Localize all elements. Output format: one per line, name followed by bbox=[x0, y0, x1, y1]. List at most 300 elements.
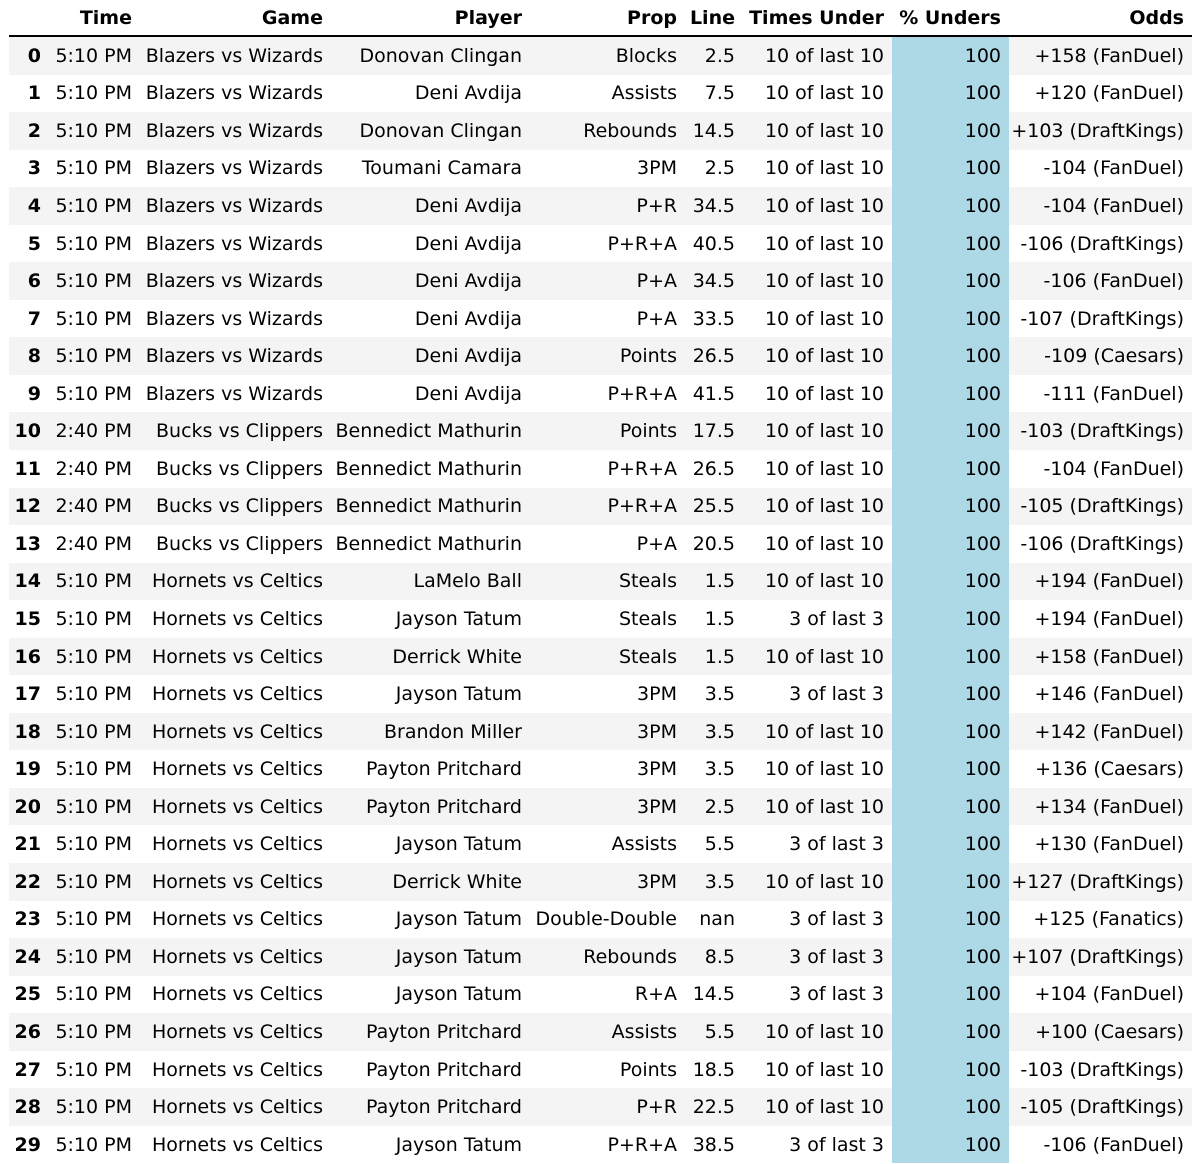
cell-pct-unders: 100 bbox=[892, 262, 1009, 300]
table-row bbox=[9, 225, 1192, 263]
cell-line: 26.5 bbox=[685, 337, 743, 375]
cell-game: Blazers vs Wizards bbox=[140, 75, 331, 113]
cell-pct-unders: 100 bbox=[892, 112, 1009, 150]
cell-prop: P+R bbox=[530, 1088, 685, 1126]
cell-times-under: 10 of last 10 bbox=[743, 36, 892, 75]
cell-index: 23 bbox=[9, 901, 49, 939]
cell-time: 5:10 PM bbox=[49, 713, 140, 751]
cell-time: 5:10 PM bbox=[49, 36, 140, 75]
cell-player: Bennedict Mathurin bbox=[331, 488, 530, 526]
cell-player: Jayson Tatum bbox=[331, 901, 530, 939]
cell-game: Hornets vs Celtics bbox=[140, 976, 331, 1014]
table-row bbox=[9, 262, 1192, 300]
cell-prop: Rebounds bbox=[530, 938, 685, 976]
cell-pct-unders: 100 bbox=[892, 1013, 1009, 1051]
cell-player: Derrick White bbox=[331, 863, 530, 901]
cell-index: 20 bbox=[9, 788, 49, 826]
cell-time: 5:10 PM bbox=[49, 225, 140, 263]
cell-line: 1.5 bbox=[685, 600, 743, 638]
cell-time: 5:10 PM bbox=[49, 863, 140, 901]
cell-index: 8 bbox=[9, 337, 49, 375]
header-row bbox=[9, 0, 1192, 36]
cell-times-under: 10 of last 10 bbox=[743, 750, 892, 788]
cell-times-under: 3 of last 3 bbox=[743, 901, 892, 939]
cell-game: Hornets vs Celtics bbox=[140, 788, 331, 826]
cell-line: nan bbox=[685, 901, 743, 939]
cell-game: Blazers vs Wizards bbox=[140, 112, 331, 150]
cell-pct-unders: 100 bbox=[892, 788, 1009, 826]
cell-times-under: 3 of last 3 bbox=[743, 1126, 892, 1164]
cell-player: Payton Pritchard bbox=[331, 1088, 530, 1126]
cell-time: 5:10 PM bbox=[49, 750, 140, 788]
header-pct-unders: % Unders bbox=[892, 0, 1009, 36]
cell-line: 8.5 bbox=[685, 938, 743, 976]
cell-game: Hornets vs Celtics bbox=[140, 675, 331, 713]
cell-prop: P+R+A bbox=[530, 488, 685, 526]
cell-player: Donovan Clingan bbox=[331, 112, 530, 150]
cell-index: 3 bbox=[9, 150, 49, 188]
cell-line: 2.5 bbox=[685, 150, 743, 188]
cell-line: 2.5 bbox=[685, 36, 743, 75]
cell-time: 5:10 PM bbox=[49, 1088, 140, 1126]
cell-time: 5:10 PM bbox=[49, 825, 140, 863]
cell-times-under: 10 of last 10 bbox=[743, 488, 892, 526]
cell-prop: 3PM bbox=[530, 675, 685, 713]
cell-odds: +142 (FanDuel) bbox=[1009, 713, 1192, 751]
cell-times-under: 10 of last 10 bbox=[743, 262, 892, 300]
cell-prop: P+R+A bbox=[530, 375, 685, 413]
cell-times-under: 10 of last 10 bbox=[743, 300, 892, 338]
cell-prop: Assists bbox=[530, 75, 685, 113]
header-prop: Prop bbox=[530, 0, 685, 36]
table-row bbox=[9, 412, 1192, 450]
cell-game: Hornets vs Celtics bbox=[140, 863, 331, 901]
cell-odds: +127 (DraftKings) bbox=[1009, 863, 1192, 901]
cell-line: 17.5 bbox=[685, 412, 743, 450]
cell-game: Hornets vs Celtics bbox=[140, 1013, 331, 1051]
cell-line: 40.5 bbox=[685, 225, 743, 263]
cell-time: 5:10 PM bbox=[49, 112, 140, 150]
cell-odds: -104 (FanDuel) bbox=[1009, 450, 1192, 488]
cell-player: Jayson Tatum bbox=[331, 600, 530, 638]
cell-odds: +194 (FanDuel) bbox=[1009, 563, 1192, 601]
cell-time: 2:40 PM bbox=[49, 488, 140, 526]
cell-times-under: 3 of last 3 bbox=[743, 938, 892, 976]
cell-game: Hornets vs Celtics bbox=[140, 938, 331, 976]
cell-game: Hornets vs Celtics bbox=[140, 750, 331, 788]
table-row bbox=[9, 375, 1192, 413]
cell-line: 5.5 bbox=[685, 825, 743, 863]
cell-time: 5:10 PM bbox=[49, 638, 140, 676]
cell-index: 14 bbox=[9, 563, 49, 601]
cell-pct-unders: 100 bbox=[892, 863, 1009, 901]
table-row bbox=[9, 938, 1192, 976]
cell-game: Hornets vs Celtics bbox=[140, 638, 331, 676]
cell-odds: +107 (DraftKings) bbox=[1009, 938, 1192, 976]
cell-pct-unders: 100 bbox=[892, 713, 1009, 751]
header-time: Time bbox=[49, 0, 140, 36]
cell-pct-unders: 100 bbox=[892, 187, 1009, 225]
cell-times-under: 10 of last 10 bbox=[743, 788, 892, 826]
cell-prop: 3PM bbox=[530, 788, 685, 826]
cell-game: Hornets vs Celtics bbox=[140, 600, 331, 638]
cell-index: 17 bbox=[9, 675, 49, 713]
cell-times-under: 10 of last 10 bbox=[743, 75, 892, 113]
cell-odds: -109 (Caesars) bbox=[1009, 337, 1192, 375]
cell-pct-unders: 100 bbox=[892, 150, 1009, 188]
cell-game: Blazers vs Wizards bbox=[140, 225, 331, 263]
cell-time: 2:40 PM bbox=[49, 525, 140, 563]
cell-odds: +136 (Caesars) bbox=[1009, 750, 1192, 788]
cell-game: Blazers vs Wizards bbox=[140, 375, 331, 413]
cell-prop: R+A bbox=[530, 976, 685, 1014]
cell-game: Hornets vs Celtics bbox=[140, 1051, 331, 1089]
cell-game: Bucks vs Clippers bbox=[140, 412, 331, 450]
table-row bbox=[9, 112, 1192, 150]
cell-time: 5:10 PM bbox=[49, 1013, 140, 1051]
cell-game: Hornets vs Celtics bbox=[140, 1088, 331, 1126]
cell-time: 5:10 PM bbox=[49, 675, 140, 713]
cell-time: 5:10 PM bbox=[49, 337, 140, 375]
cell-game: Hornets vs Celtics bbox=[140, 901, 331, 939]
cell-odds: -105 (DraftKings) bbox=[1009, 1088, 1192, 1126]
table-row bbox=[9, 337, 1192, 375]
cell-prop: Steals bbox=[530, 563, 685, 601]
cell-game: Blazers vs Wizards bbox=[140, 337, 331, 375]
table-row bbox=[9, 1088, 1192, 1126]
cell-prop: 3PM bbox=[530, 713, 685, 751]
cell-pct-unders: 100 bbox=[892, 1051, 1009, 1089]
cell-pct-unders: 100 bbox=[892, 375, 1009, 413]
cell-line: 5.5 bbox=[685, 1013, 743, 1051]
cell-pct-unders: 100 bbox=[892, 901, 1009, 939]
cell-pct-unders: 100 bbox=[892, 1088, 1009, 1126]
cell-pct-unders: 100 bbox=[892, 825, 1009, 863]
cell-player: Payton Pritchard bbox=[331, 750, 530, 788]
cell-times-under: 10 of last 10 bbox=[743, 1013, 892, 1051]
cell-player: Deni Avdija bbox=[331, 375, 530, 413]
cell-game: Bucks vs Clippers bbox=[140, 525, 331, 563]
table-row bbox=[9, 825, 1192, 863]
cell-pct-unders: 100 bbox=[892, 450, 1009, 488]
cell-player: Deni Avdija bbox=[331, 187, 530, 225]
cell-line: 3.5 bbox=[685, 675, 743, 713]
cell-pct-unders: 100 bbox=[892, 750, 1009, 788]
cell-pct-unders: 100 bbox=[892, 36, 1009, 75]
cell-line: 14.5 bbox=[685, 976, 743, 1014]
cell-line: 3.5 bbox=[685, 863, 743, 901]
cell-pct-unders: 100 bbox=[892, 525, 1009, 563]
cell-index: 7 bbox=[9, 300, 49, 338]
cell-time: 5:10 PM bbox=[49, 1126, 140, 1164]
cell-player: Deni Avdija bbox=[331, 262, 530, 300]
cell-odds: -106 (DraftKings) bbox=[1009, 225, 1192, 263]
table-row bbox=[9, 563, 1192, 601]
table-row bbox=[9, 976, 1192, 1014]
cell-pct-unders: 100 bbox=[892, 1126, 1009, 1164]
cell-prop: 3PM bbox=[530, 863, 685, 901]
cell-index: 2 bbox=[9, 112, 49, 150]
cell-index: 5 bbox=[9, 225, 49, 263]
cell-prop: Assists bbox=[530, 1013, 685, 1051]
cell-line: 2.5 bbox=[685, 788, 743, 826]
cell-time: 5:10 PM bbox=[49, 150, 140, 188]
cell-time: 5:10 PM bbox=[49, 788, 140, 826]
cell-pct-unders: 100 bbox=[892, 976, 1009, 1014]
cell-player: Deni Avdija bbox=[331, 337, 530, 375]
cell-times-under: 10 of last 10 bbox=[743, 563, 892, 601]
cell-pct-unders: 100 bbox=[892, 488, 1009, 526]
cell-line: 33.5 bbox=[685, 300, 743, 338]
cell-odds: -104 (FanDuel) bbox=[1009, 150, 1192, 188]
table-row bbox=[9, 1013, 1192, 1051]
cell-prop: Points bbox=[530, 1051, 685, 1089]
cell-time: 5:10 PM bbox=[49, 1051, 140, 1089]
header-odds: Odds bbox=[1009, 0, 1192, 36]
cell-times-under: 3 of last 3 bbox=[743, 675, 892, 713]
header-game: Game bbox=[140, 0, 331, 36]
table-body bbox=[9, 36, 1192, 1163]
cell-line: 22.5 bbox=[685, 1088, 743, 1126]
cell-odds: -106 (FanDuel) bbox=[1009, 262, 1192, 300]
cell-odds: +103 (DraftKings) bbox=[1009, 112, 1192, 150]
cell-index: 19 bbox=[9, 750, 49, 788]
cell-times-under: 10 of last 10 bbox=[743, 450, 892, 488]
cell-player: Payton Pritchard bbox=[331, 788, 530, 826]
table-row bbox=[9, 300, 1192, 338]
cell-game: Blazers vs Wizards bbox=[140, 150, 331, 188]
cell-player: Deni Avdija bbox=[331, 300, 530, 338]
cell-time: 5:10 PM bbox=[49, 901, 140, 939]
cell-times-under: 10 of last 10 bbox=[743, 525, 892, 563]
table-row bbox=[9, 187, 1192, 225]
cell-odds: -107 (DraftKings) bbox=[1009, 300, 1192, 338]
cell-line: 14.5 bbox=[685, 112, 743, 150]
cell-times-under: 10 of last 10 bbox=[743, 337, 892, 375]
cell-index: 24 bbox=[9, 938, 49, 976]
cell-index: 4 bbox=[9, 187, 49, 225]
cell-pct-unders: 100 bbox=[892, 225, 1009, 263]
cell-prop: 3PM bbox=[530, 750, 685, 788]
cell-index: 22 bbox=[9, 863, 49, 901]
cell-index: 16 bbox=[9, 638, 49, 676]
cell-pct-unders: 100 bbox=[892, 337, 1009, 375]
cell-player: Brandon Miller bbox=[331, 713, 530, 751]
cell-time: 5:10 PM bbox=[49, 262, 140, 300]
cell-prop: P+A bbox=[530, 262, 685, 300]
cell-line: 26.5 bbox=[685, 450, 743, 488]
props-table bbox=[9, 0, 1192, 1163]
cell-times-under: 10 of last 10 bbox=[743, 150, 892, 188]
cell-prop: Double-Double bbox=[530, 901, 685, 939]
cell-time: 5:10 PM bbox=[49, 600, 140, 638]
cell-game: Hornets vs Celtics bbox=[140, 563, 331, 601]
table-row bbox=[9, 525, 1192, 563]
cell-game: Blazers vs Wizards bbox=[140, 262, 331, 300]
cell-index: 0 bbox=[9, 36, 49, 75]
cell-time: 5:10 PM bbox=[49, 75, 140, 113]
cell-times-under: 3 of last 3 bbox=[743, 976, 892, 1014]
cell-odds: -103 (DraftKings) bbox=[1009, 412, 1192, 450]
header-index bbox=[9, 0, 49, 36]
cell-player: Toumani Camara bbox=[331, 150, 530, 188]
cell-index: 25 bbox=[9, 976, 49, 1014]
cell-game: Blazers vs Wizards bbox=[140, 300, 331, 338]
cell-game: Hornets vs Celtics bbox=[140, 1126, 331, 1164]
cell-player: LaMelo Ball bbox=[331, 563, 530, 601]
cell-times-under: 10 of last 10 bbox=[743, 863, 892, 901]
cell-game: Blazers vs Wizards bbox=[140, 187, 331, 225]
cell-odds: -104 (FanDuel) bbox=[1009, 187, 1192, 225]
cell-index: 12 bbox=[9, 488, 49, 526]
cell-times-under: 3 of last 3 bbox=[743, 600, 892, 638]
table-row bbox=[9, 488, 1192, 526]
cell-time: 2:40 PM bbox=[49, 450, 140, 488]
cell-odds: +120 (FanDuel) bbox=[1009, 75, 1192, 113]
cell-player: Jayson Tatum bbox=[331, 1126, 530, 1164]
cell-times-under: 10 of last 10 bbox=[743, 187, 892, 225]
cell-index: 27 bbox=[9, 1051, 49, 1089]
cell-times-under: 10 of last 10 bbox=[743, 1051, 892, 1089]
cell-game: Hornets vs Celtics bbox=[140, 825, 331, 863]
header-times-under: Times Under bbox=[743, 0, 892, 36]
cell-line: 38.5 bbox=[685, 1126, 743, 1164]
cell-game: Hornets vs Celtics bbox=[140, 713, 331, 751]
cell-prop: P+R+A bbox=[530, 450, 685, 488]
cell-times-under: 10 of last 10 bbox=[743, 412, 892, 450]
cell-player: Derrick White bbox=[331, 638, 530, 676]
cell-times-under: 10 of last 10 bbox=[743, 375, 892, 413]
cell-times-under: 10 of last 10 bbox=[743, 638, 892, 676]
cell-prop: Rebounds bbox=[530, 112, 685, 150]
cell-prop: Blocks bbox=[530, 36, 685, 75]
cell-prop: P+R+A bbox=[530, 225, 685, 263]
cell-times-under: 10 of last 10 bbox=[743, 713, 892, 751]
cell-time: 5:10 PM bbox=[49, 300, 140, 338]
cell-odds: -106 (FanDuel) bbox=[1009, 1126, 1192, 1164]
cell-prop: 3PM bbox=[530, 150, 685, 188]
cell-prop: Points bbox=[530, 337, 685, 375]
cell-odds: +158 (FanDuel) bbox=[1009, 638, 1192, 676]
cell-odds: -111 (FanDuel) bbox=[1009, 375, 1192, 413]
cell-line: 3.5 bbox=[685, 713, 743, 751]
table-row bbox=[9, 36, 1192, 75]
cell-time: 5:10 PM bbox=[49, 938, 140, 976]
table-row bbox=[9, 150, 1192, 188]
cell-player: Deni Avdija bbox=[331, 75, 530, 113]
cell-odds: +125 (Fanatics) bbox=[1009, 901, 1192, 939]
cell-prop: Points bbox=[530, 412, 685, 450]
cell-player: Bennedict Mathurin bbox=[331, 525, 530, 563]
cell-time: 5:10 PM bbox=[49, 187, 140, 225]
cell-player: Payton Pritchard bbox=[331, 1051, 530, 1089]
cell-odds: +130 (FanDuel) bbox=[1009, 825, 1192, 863]
cell-time: 5:10 PM bbox=[49, 375, 140, 413]
cell-line: 3.5 bbox=[685, 750, 743, 788]
cell-line: 18.5 bbox=[685, 1051, 743, 1089]
cell-odds: +104 (FanDuel) bbox=[1009, 976, 1192, 1014]
cell-player: Bennedict Mathurin bbox=[331, 450, 530, 488]
cell-pct-unders: 100 bbox=[892, 412, 1009, 450]
table-row bbox=[9, 600, 1192, 638]
cell-odds: -105 (DraftKings) bbox=[1009, 488, 1192, 526]
cell-index: 21 bbox=[9, 825, 49, 863]
cell-odds: +100 (Caesars) bbox=[1009, 1013, 1192, 1051]
cell-time: 2:40 PM bbox=[49, 412, 140, 450]
cell-prop: P+A bbox=[530, 300, 685, 338]
cell-index: 28 bbox=[9, 1088, 49, 1126]
cell-line: 25.5 bbox=[685, 488, 743, 526]
cell-pct-unders: 100 bbox=[892, 938, 1009, 976]
cell-game: Bucks vs Clippers bbox=[140, 450, 331, 488]
cell-line: 34.5 bbox=[685, 262, 743, 300]
cell-line: 34.5 bbox=[685, 187, 743, 225]
cell-odds: +146 (FanDuel) bbox=[1009, 675, 1192, 713]
cell-odds: +158 (FanDuel) bbox=[1009, 36, 1192, 75]
table-row bbox=[9, 750, 1192, 788]
cell-index: 6 bbox=[9, 262, 49, 300]
cell-pct-unders: 100 bbox=[892, 600, 1009, 638]
header-player: Player bbox=[331, 0, 530, 36]
table-row bbox=[9, 1051, 1192, 1089]
cell-index: 1 bbox=[9, 75, 49, 113]
cell-odds: +134 (FanDuel) bbox=[1009, 788, 1192, 826]
cell-line: 7.5 bbox=[685, 75, 743, 113]
cell-line: 20.5 bbox=[685, 525, 743, 563]
cell-index: 29 bbox=[9, 1126, 49, 1164]
cell-odds: -103 (DraftKings) bbox=[1009, 1051, 1192, 1089]
cell-player: Jayson Tatum bbox=[331, 976, 530, 1014]
cell-player: Deni Avdija bbox=[331, 225, 530, 263]
cell-times-under: 3 of last 3 bbox=[743, 825, 892, 863]
cell-player: Bennedict Mathurin bbox=[331, 412, 530, 450]
cell-odds: +194 (FanDuel) bbox=[1009, 600, 1192, 638]
cell-player: Jayson Tatum bbox=[331, 938, 530, 976]
cell-index: 13 bbox=[9, 525, 49, 563]
table-row bbox=[9, 450, 1192, 488]
cell-player: Donovan Clingan bbox=[331, 36, 530, 75]
table-row bbox=[9, 1126, 1192, 1164]
cell-prop: P+R bbox=[530, 187, 685, 225]
cell-times-under: 10 of last 10 bbox=[743, 112, 892, 150]
cell-index: 10 bbox=[9, 412, 49, 450]
table-row bbox=[9, 675, 1192, 713]
cell-pct-unders: 100 bbox=[892, 638, 1009, 676]
table-row bbox=[9, 75, 1192, 113]
cell-player: Jayson Tatum bbox=[331, 825, 530, 863]
cell-pct-unders: 100 bbox=[892, 675, 1009, 713]
table-row bbox=[9, 788, 1192, 826]
cell-pct-unders: 100 bbox=[892, 75, 1009, 113]
header-line: Line bbox=[685, 0, 743, 36]
table-row bbox=[9, 638, 1192, 676]
table-row bbox=[9, 713, 1192, 751]
table-row bbox=[9, 901, 1192, 939]
cell-index: 9 bbox=[9, 375, 49, 413]
table-row bbox=[9, 863, 1192, 901]
cell-line: 41.5 bbox=[685, 375, 743, 413]
cell-pct-unders: 100 bbox=[892, 563, 1009, 601]
cell-index: 11 bbox=[9, 450, 49, 488]
cell-index: 15 bbox=[9, 600, 49, 638]
cell-line: 1.5 bbox=[685, 563, 743, 601]
cell-game: Bucks vs Clippers bbox=[140, 488, 331, 526]
cell-player: Payton Pritchard bbox=[331, 1013, 530, 1051]
cell-player: Jayson Tatum bbox=[331, 675, 530, 713]
cell-index: 18 bbox=[9, 713, 49, 751]
cell-line: 1.5 bbox=[685, 638, 743, 676]
cell-game: Blazers vs Wizards bbox=[140, 36, 331, 75]
